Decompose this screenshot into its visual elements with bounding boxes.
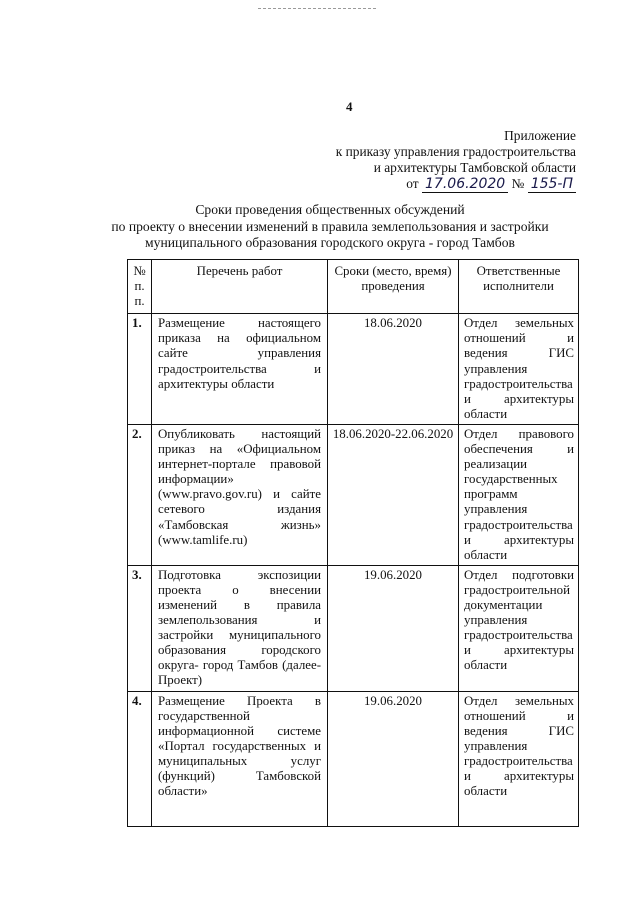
row-num: 3.	[128, 565, 152, 691]
row-resp: Отдел правового обеспечения и реализации государственных программ управления градостроительства и архитектуры области	[459, 424, 579, 565]
document-title	[60, 202, 600, 252]
header-resp: Ответственные исполнители	[459, 260, 579, 314]
page-number: 4	[346, 99, 353, 114]
header-term: Сроки (место, время) проведения	[328, 260, 459, 314]
appendix-block	[336, 128, 576, 192]
row-num: 4.	[128, 691, 152, 826]
table-row	[128, 565, 579, 691]
row-term: 18.06.2020-22.06.2020	[328, 424, 459, 565]
appendix-date-line	[336, 176, 576, 192]
scan-artifact-line	[258, 8, 376, 9]
row-resp: Отдел земельных отношений и ведения ГИС управления градостроительства и архитектуры области	[459, 691, 579, 826]
table-row	[128, 691, 579, 826]
handwritten-date: 17.06.2020	[422, 176, 508, 193]
row-resp: Отдел земельных отношений и ведения ГИС управления градостроительства и архитектуры области	[459, 314, 579, 425]
date-prefix: от	[406, 176, 419, 191]
schedule-table	[127, 259, 579, 827]
row-work: Подготовка экспозиции проекта о внесении изменений в правила землепользования и застройки муниципального образования городского округа- город Тамбов (далее-Проект)	[152, 565, 328, 691]
appendix-title: Приложение	[504, 128, 576, 143]
header-num: № п. п.	[128, 260, 152, 314]
row-num: 1.	[128, 314, 152, 425]
row-work: Размещение настоящего приказа на официальном сайте управления градостроительства и архитектуры области	[152, 314, 328, 425]
row-work: Опубликовать настоящий приказ на «Официальном интернет-портале правовой информации» (www.pravo.gov.ru) и сайте сетевого издания «Тамбовская жизнь» (www.tamlife.ru)	[152, 424, 328, 565]
handwritten-number: 155-П	[528, 176, 576, 193]
title-line-1: Сроки проведения общественных обсуждений	[195, 202, 465, 217]
appendix-order-line: к приказу управления градостроительства	[335, 144, 576, 159]
table-row	[128, 424, 579, 565]
row-num: 2.	[128, 424, 152, 565]
title-line-2: по проекту о внесении изменений в правила землепользования и застройки	[111, 218, 549, 234]
title-line-3: муниципального образования городского округа - город Тамбов	[145, 235, 515, 250]
row-resp: Отдел подготовки градостроительной документации управления градостроительства и архитектуры области	[459, 565, 579, 691]
row-work: Размещение Проекта в государственной информационной системе «Портал государственных и муниципальных услуг (функций) Тамбовской области»	[152, 691, 328, 826]
row-term: 19.06.2020	[328, 565, 459, 691]
number-sign: №	[511, 176, 525, 191]
appendix-department-line: и архитектуры Тамбовской области	[373, 160, 576, 175]
table-header-row	[128, 260, 579, 314]
row-term: 18.06.2020	[328, 314, 459, 425]
table-row	[128, 314, 579, 425]
header-work: Перечень работ	[152, 260, 328, 314]
row-term: 19.06.2020	[328, 691, 459, 826]
